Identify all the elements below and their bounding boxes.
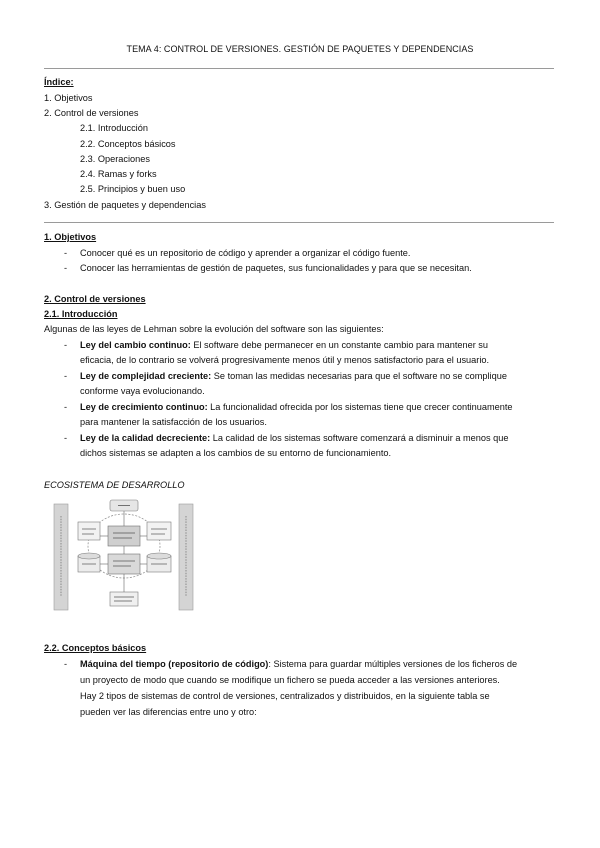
divider (44, 222, 554, 223)
bullet-dash: - (64, 433, 68, 443)
concept-text-cont: pueden ver las diferencias entre uno y otro: (80, 707, 257, 717)
bullet-dash: - (64, 371, 68, 381)
law-term: Ley de la calidad decreciente: (80, 433, 211, 443)
section-heading-objetivos: 1. Objetivos (44, 232, 97, 242)
index-subitem: 2.1. Introducción (80, 123, 148, 133)
bullet-dash: - (64, 263, 68, 273)
law-item (80, 432, 508, 444)
ecosystem-caption: ECOSISTEMA DE DESARROLLO (44, 480, 185, 490)
law-term: Ley de crecimiento continuo: (80, 402, 208, 412)
index-heading: Índice: (44, 77, 74, 87)
bullet-dash: - (64, 402, 68, 412)
law-text: El software debe permanecer en un constante cambio para mantener su (190, 340, 489, 350)
law-item (80, 370, 507, 382)
intro-text: Algunas de las leyes de Lehman sobre la evolución del software son las siguientes: (44, 324, 384, 334)
index-subitem: 2.4. Ramas y forks (80, 169, 157, 179)
law-text: La calidad de los sistemas software comenzará a disminuir a menos que (210, 433, 509, 443)
law-text-cont: para mantener la satisfacción de los usuarios. (80, 417, 267, 427)
document-title: TEMA 4: CONTROL DE VERSIONES. GESTIÓN DE PAQUETES Y DEPENDENCIAS (126, 44, 474, 54)
divider (44, 68, 554, 69)
index-item: 3. Gestión de paquetes y dependencias (44, 200, 206, 210)
law-term: Ley del cambio continuo: (80, 340, 191, 350)
index-subitem: 2.2. Conceptos básicos (80, 139, 176, 149)
concept-text-cont: un proyecto de modo que cuando se modifique un fichero se pueda acceder a las versiones anteriores. (80, 675, 500, 685)
bullet-dash: - (64, 248, 68, 258)
index-subitem: 2.3. Operaciones (80, 154, 150, 164)
subsection-heading-introduccion: 2.1. Introducción (44, 309, 118, 319)
law-text-cont: eficacia, de lo contrario se volverá progresivamente menos útil y menos satisfactorio para el usuario. (80, 355, 490, 365)
bullet-dash: - (64, 340, 68, 350)
law-text-cont: dichos sistemas se adapten a los cambios de su entorno de funcionamiento. (80, 448, 392, 458)
index-subitem: 2.5. Principios y buen uso (80, 184, 186, 194)
law-text-cont: conforme vaya evolucionando. (80, 386, 205, 396)
concept-term: Máquina del tiempo (repositorio de código) (80, 659, 269, 669)
law-item (80, 339, 488, 351)
concept-text-cont: Hay 2 tipos de sistemas de control de versiones, centralizados y distribuidos, en la siguiente tabla se (80, 691, 490, 701)
section-heading-control: 2. Control de versiones (44, 294, 146, 304)
subsection-heading-conceptos: 2.2. Conceptos básicos (44, 643, 147, 653)
objective-item: Conocer las herramientas de gestión de paquetes, sus funcionalidades y para que se necesitan. (80, 263, 472, 273)
index-item: 1. Objetivos (44, 93, 93, 103)
bullet-dash: - (64, 659, 68, 669)
concept-item (80, 658, 517, 670)
law-term: Ley de complejidad creciente: (80, 371, 212, 381)
concept-text: : Sistema para guardar múltiples versiones de los ficheros de (268, 659, 518, 669)
ecosystem-diagram-image (48, 496, 198, 616)
law-item (80, 401, 513, 413)
objective-item: Conocer qué es un repositorio de código y aprender a organizar el código fuente. (80, 248, 411, 258)
law-text: Se toman las medidas necesarias para que el software no se complique (211, 371, 507, 381)
index-item: 2. Control de versiones (44, 108, 139, 118)
law-text: La funcionalidad ofrecida por los sistemas tiene que crecer continuamente (207, 402, 513, 412)
